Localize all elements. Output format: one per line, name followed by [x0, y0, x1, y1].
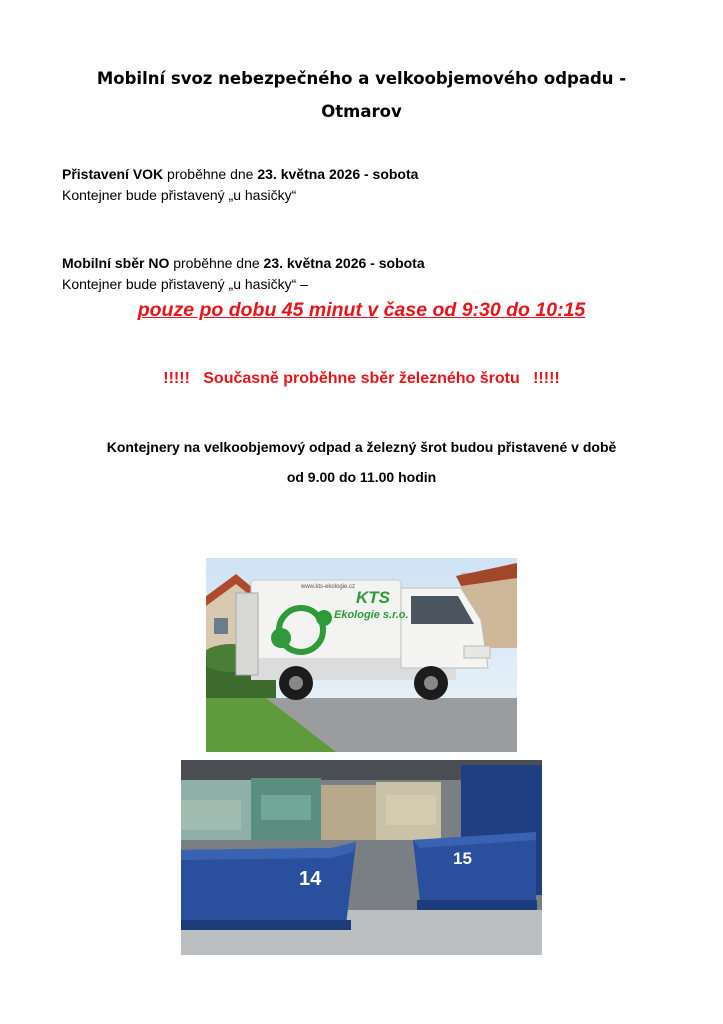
no-text: proběhne dne	[169, 255, 264, 271]
containers-line-2: od 9.00 do 11.00 hodin	[286, 469, 437, 485]
truck-website: www.kts-ekologie.cz	[301, 584, 356, 590]
title-line-1: Mobilní svoz nebezpečného a velkoobjemového odpadu -	[96, 69, 627, 88]
skip-containers-photo	[181, 760, 542, 955]
vok-location: Kontejner bude přistavený „u hasičky“	[62, 187, 297, 203]
vok-text: proběhne dne	[163, 166, 258, 182]
garbage-truck-photo	[206, 558, 517, 752]
truck-company: Ekologie s.r.o.	[334, 609, 409, 621]
container-14-number: 14	[299, 868, 322, 890]
vok-line	[62, 164, 418, 185]
no-section	[62, 253, 425, 295]
skip-containers-illustration	[181, 760, 542, 955]
highlight-part-1: pouze po dobu 45 minut v	[137, 299, 379, 321]
no-label: Mobilní sběr NO	[62, 255, 170, 271]
containers-line-1: Kontejnery na velkoobjemový odpad a železný šrot budou přistavené v době	[106, 439, 617, 455]
no-date: 23. května 2026 - sobota	[263, 255, 425, 271]
no-location: Kontejner bude přistavený „u hasičky“ –	[62, 276, 308, 292]
containers-notice	[0, 432, 723, 492]
vok-section	[62, 164, 418, 206]
title-line-2: Otmarov	[321, 102, 402, 121]
time-highlight	[0, 299, 723, 322]
garbage-truck-illustration	[206, 558, 517, 752]
no-line	[62, 253, 425, 274]
container-15-number: 15	[453, 849, 472, 868]
page-title	[0, 62, 723, 128]
truck-logo: KTS	[356, 588, 390, 607]
vok-date: 23. května 2026 - sobota	[257, 166, 419, 182]
vok-label: Přistavení VOK	[62, 166, 164, 182]
scrap-notice: !!!!! Současně proběhne sběr železného šrotu !!!!!	[163, 370, 560, 387]
highlight-part-2: čase od 9:30 do 10:15	[383, 299, 586, 321]
